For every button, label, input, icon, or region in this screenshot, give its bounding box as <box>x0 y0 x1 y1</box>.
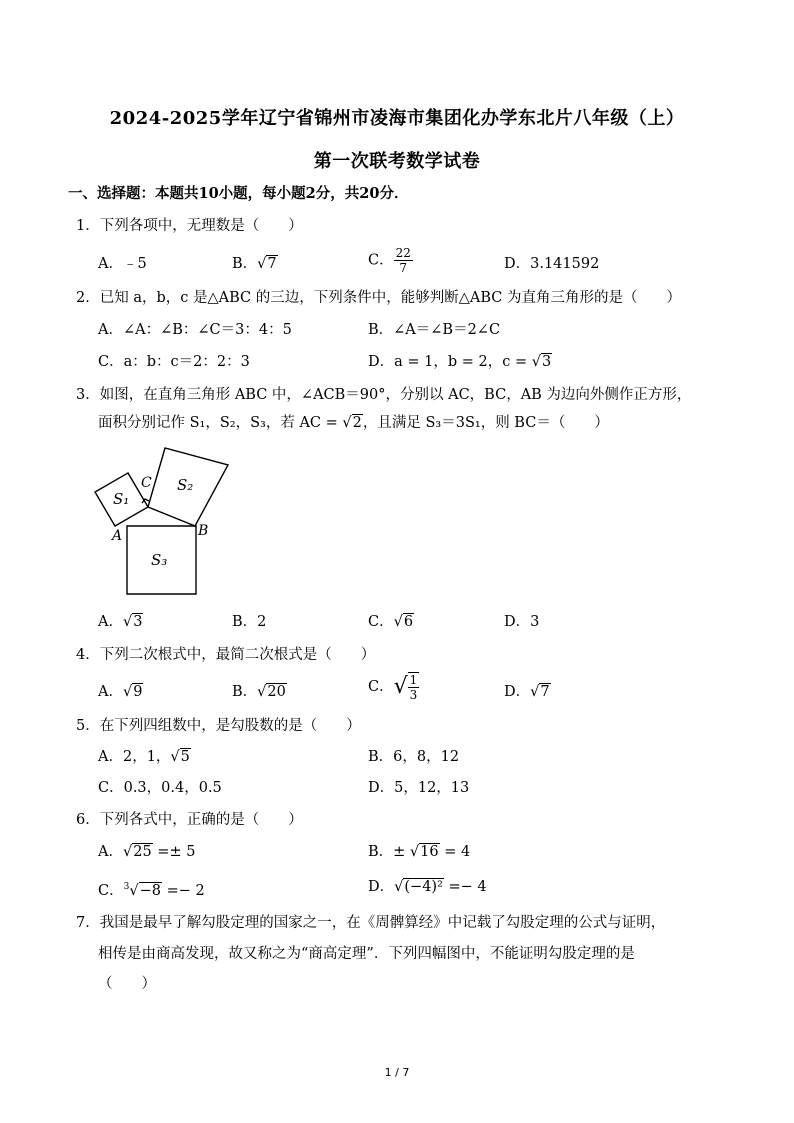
q1-option-c: C． $\frac{22}{7}$ <box>368 246 411 275</box>
section-heading: 一、选择题：本题共10小题，每小题2分，共20分． <box>68 185 409 202</box>
q3-option-b: B．2 <box>232 614 267 630</box>
label-b: B <box>198 523 209 539</box>
q3-option-d: D．3 <box>504 614 540 630</box>
q6-stem: 6．下列各式中，正确的是（ ） <box>76 812 303 828</box>
q4-option-a: A．√9 <box>98 684 143 700</box>
q7-line-1: 7．我国是最早了解勾股定理的国家之一，在《周髀算经》中记载了勾股定理的公式与证明， <box>76 915 666 931</box>
q1-option-a: A．﹣5 <box>98 256 147 272</box>
q4-stem: 4．下列二次根式中，最简二次根式是（ ） <box>76 647 376 663</box>
label-s2: S₂ <box>177 476 194 494</box>
q3-option-c: C．√6 <box>368 614 414 630</box>
page-number: 1 / 7 <box>384 1066 410 1079</box>
title-line-2: 第一次联考数学试卷 <box>313 151 481 172</box>
q2-option-b: B．∠A＝∠B＝2∠C <box>368 322 501 338</box>
q6-option-a: A．√25 =± 5 <box>98 844 196 860</box>
q1-stem: 1．下列各项中，无理数是（ ） <box>76 218 303 234</box>
q5-option-b: B．6，8，12 <box>368 749 460 765</box>
q6-option-d: D．√(−4)² =− 4 <box>368 879 487 895</box>
q1-option-b: B．√7 <box>232 256 277 272</box>
q5-option-d: D．5，12，13 <box>368 780 470 796</box>
q3-stem-line-1: 3．如图，在直角三角形 ABC 中，∠ACB＝90°，分别以 AC，BC，AB 为边向外侧作正方形， <box>76 387 692 403</box>
q3-option-a: A．√3 <box>98 614 143 630</box>
label-c: C <box>141 475 152 491</box>
q1-option-d: D．3.141592 <box>504 256 600 272</box>
q5-stem: 5．在下列四组数中，是勾股数的是（ ） <box>76 718 361 734</box>
label-s1: S₁ <box>113 490 130 508</box>
q2-option-d: D．a = 1，b = 2，c = √3 <box>368 354 552 370</box>
q6-option-c: C．$^3$√−8 =− 2 <box>98 882 205 899</box>
q4-option-c: C．√ $\frac{1}{3}$ <box>368 673 418 702</box>
q5-option-a: A．2，1，√5 <box>98 749 190 765</box>
title-line-1: 2024-2025学年辽宁省锦州市凌海市集团化办学东北片八年级（上） <box>109 108 685 129</box>
label-s3: S₃ <box>151 551 168 569</box>
q3-stem-line-2: 面积分别记作 S₁，S₂，S₃，若 AC = √2，且满足 S₃＝3S₁，则 BC＝（ ） <box>98 415 609 431</box>
q5-option-c: C．0.3，0.4，0.5 <box>98 780 222 796</box>
q6-option-b: B．± √16 = 4 <box>368 844 471 860</box>
q3-figure <box>85 444 235 596</box>
q2-stem: 2．已知 a，b，c 是△ABC 的三边，下列条件中，能够判断△ABC 为直角三角形的是（ ） <box>76 290 681 306</box>
q4-option-d: D．√7 <box>504 684 550 700</box>
q2-option-c: C．a：b：c＝2：2：3 <box>98 354 250 370</box>
q7-line-2: 相传是由商高发现，故又称之为“商高定理”．下列四幅图中，不能证明勾股定理的是 <box>98 946 635 962</box>
q4-option-b: B．√20 <box>232 684 286 700</box>
label-a: A <box>112 528 123 544</box>
q2-option-a: A．∠A：∠B：∠C＝3：4：5 <box>98 322 292 338</box>
q7-line-3: （ ） <box>98 976 156 992</box>
